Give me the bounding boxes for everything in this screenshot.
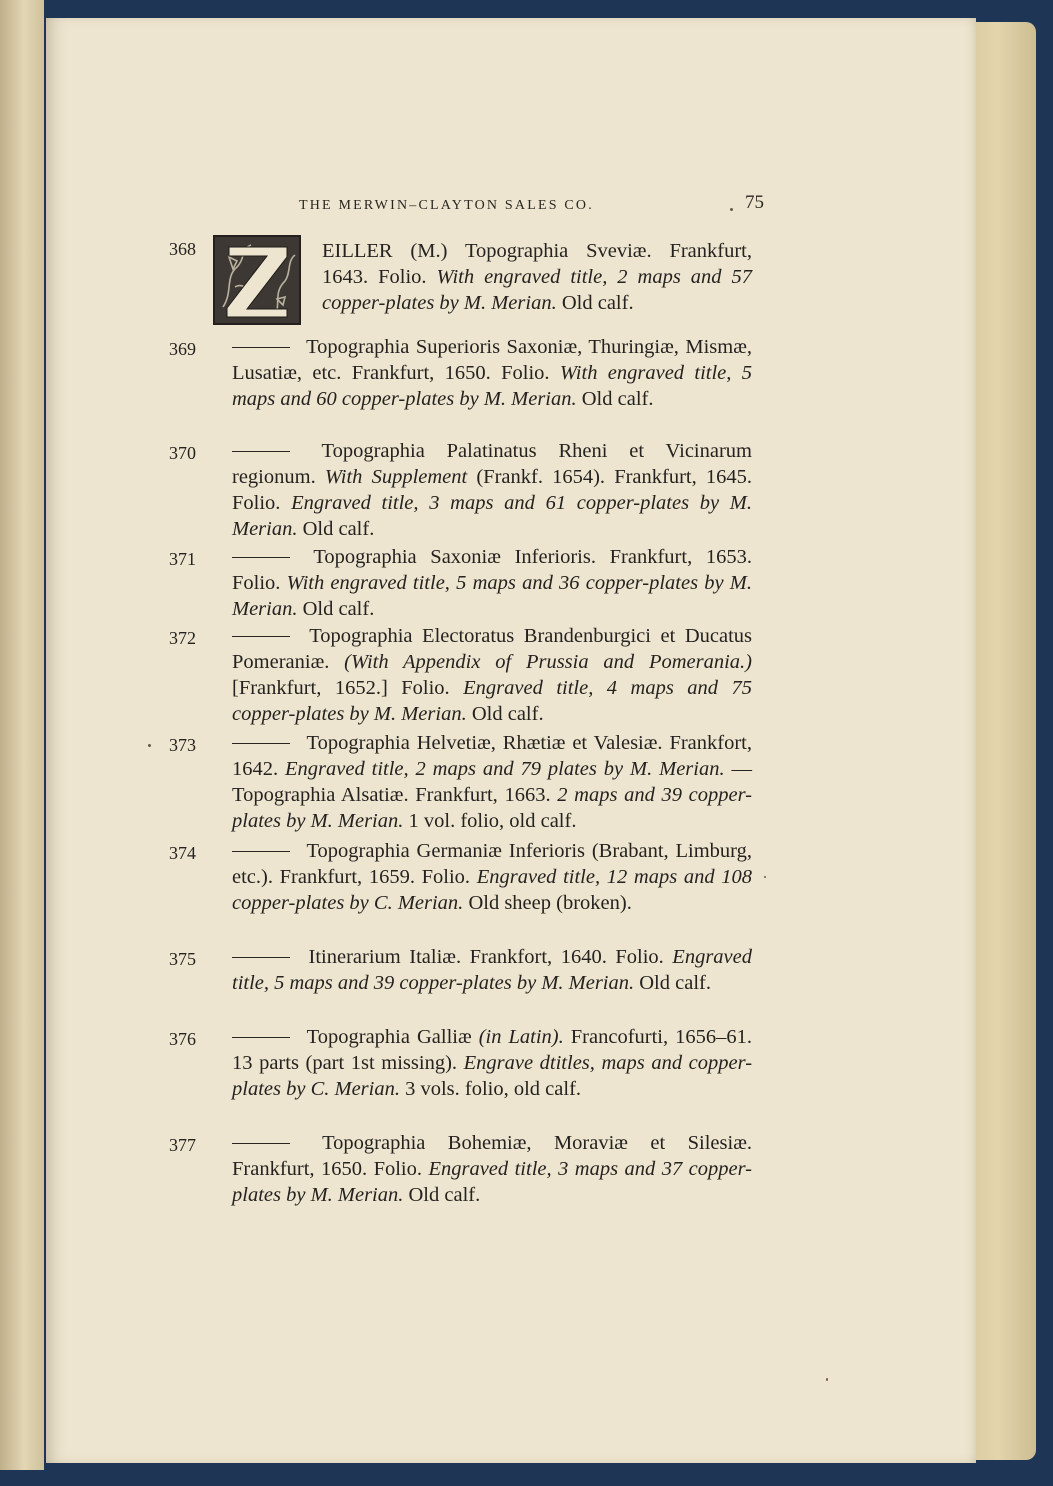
entry-number: 374 [169,843,196,863]
entry-italic: With engraved title, 5 maps and 36 copper-plates by M. Merian. [232,572,753,620]
entry-italic: Engraved title, 12 maps and 108 copper-plates by C. Merian. [232,866,752,914]
entry-tail: 1 vol. folio, old calf. [408,810,577,832]
catalog-entry [169,838,752,916]
entry-italic: With engraved title, 2 maps and 57 copper-plates by M. Merian. [322,266,753,314]
catalog-entry [169,1130,752,1208]
page-number: 75 [745,192,764,213]
entry-tail: Old calf. [471,703,544,725]
ditto-dash [232,636,290,638]
entry-italic: (in Latin). [478,1026,564,1048]
entry-text: Topographia Germaniæ Inferioris (Brabant, Limburg, etc.). Frankfurt, 1659. Folio. [232,840,752,888]
paper-speck [826,1378,828,1381]
paper-speck [764,876,766,878]
entry-text-2: —Topographia Alsatiæ. Frankfurt, 1663. [232,758,753,806]
catalog-entry [169,544,753,622]
entry-number: 372 [169,628,196,648]
paper-speck [730,208,733,211]
entry-number: 368 [169,239,196,259]
entry-italic-2: Engrave dtitles, maps and copper-plates by C. Merian. [232,1052,753,1100]
entry-number: 373 [169,735,196,755]
entry-text: Topographia Helvetiæ, Rhætiæ et Valesiæ. Frankfort, 1642. [232,732,752,780]
entry-author: EILLER (M.) [322,240,448,262]
entry-text: Topographia Electoratus Brandenburgici et Ducatus Pomeraniæ. [232,625,752,673]
catalog-entry [169,730,753,834]
paper-speck [148,744,151,747]
ornamental-initial-icon [213,235,301,325]
ditto-dash [232,957,290,959]
ditto-dash [232,451,290,453]
entry-text: Topographia Saxoniæ Inferioris. Frankfurt, 1653. Folio. [232,546,752,594]
entry-text-2: Francofurti, 1656–61. 13 parts (part 1st missing). [232,1026,753,1074]
entry-tail: Old calf. [408,1184,481,1206]
entry-text: Topographia Bohemiæ, Moraviæ et Silesiæ. Frankfurt, 1650. Folio. [232,1132,752,1180]
entry-italic: Engraved title, 3 maps and 37 copper-plates by M. Merian. [232,1158,752,1206]
entry-number: 375 [169,949,196,969]
entry-text: Topographia Sveviæ. Frankfurt, 1643. Folio. [322,240,752,288]
facing-page-edge [0,0,44,1470]
catalog-entry [169,438,753,542]
ditto-dash [232,347,290,349]
catalog-entry [169,1024,753,1102]
entry-tail: Old sheep (broken). [468,892,632,914]
entry-tail: Old calf. [302,598,375,620]
entry-italic: Engraved title, 2 maps and 79 plates by M. Merian. [285,758,725,780]
entry-text: Topographia Superioris Saxoniæ, Thuringiæ, Mismæ, Lusatiæ, etc. Frankfurt, 1650. Folio. [232,336,752,384]
entry-tail: 3 vols. folio, old calf. [405,1078,582,1100]
entry-tail: Old calf. [639,972,711,994]
entry-text-2: [Frankfurt, 1652.] Folio. [232,677,450,699]
entry-number: 370 [169,443,196,463]
book-page [46,18,976,1463]
entry-italic: Engraved title, 5 maps and 39 copper-plates by M. Merian. [232,946,752,994]
entry-italic: (With Appendix of Prussia and Pomerania.) [344,651,752,673]
catalog-entry [169,238,753,316]
entry-number: 371 [169,549,196,569]
ditto-dash [232,743,290,745]
ditto-dash [232,1143,290,1145]
entry-text: Topographia Palatinatus Rheni et Vicinarum regionum. [232,440,752,488]
catalog-entry [169,944,752,996]
entry-tail: Old calf. [581,388,654,410]
entry-text: Itinerarium Italiæ. Frankfort, 1640. Folio. [308,946,664,968]
entry-number: 369 [169,339,196,359]
entry-number: 376 [169,1029,196,1049]
running-header: THE MERWIN–CLAYTON SALES CO. [299,198,594,213]
entry-italic-2: 2 maps and 39 copper-plates by M. Merian. [232,784,752,832]
entry-tail: Old calf. [302,518,375,540]
entry-number: 377 [169,1135,196,1155]
entry-italic-2: Engraved title, 4 maps and 75 copper-plates by M. Merian. [232,677,752,725]
ditto-dash [232,851,290,853]
entry-italic-2: Engraved title, 3 maps and 61 copper-plates by M. Merian. [232,492,752,540]
entry-text: Topographia Galliæ [306,1026,472,1048]
entry-text-2: (Frankf. 1654). Frankfurt, 1645. Folio. [232,466,753,514]
ditto-dash [232,1037,290,1039]
entry-italic: With Supplement [324,466,468,488]
entry-tail: Old calf. [561,292,634,314]
catalog-entry [169,334,752,412]
entry-italic: With engraved title, 5 maps and 60 copper-plates by M. Merian. [232,362,752,410]
ditto-dash [232,557,290,559]
catalog-entry [169,623,752,727]
